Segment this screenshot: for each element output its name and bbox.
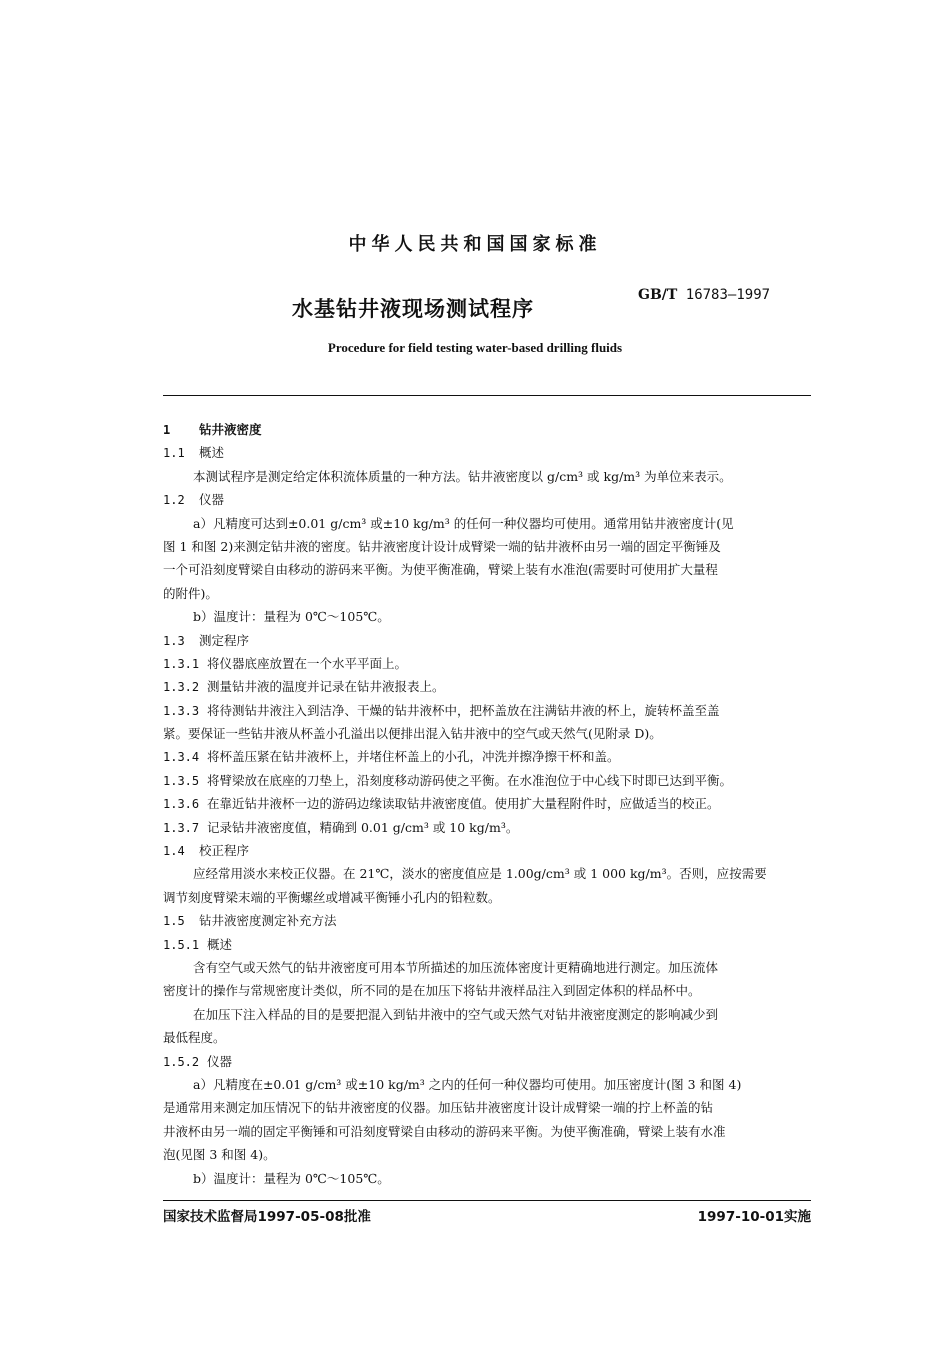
clause-text: 仪器 — [199, 492, 225, 508]
clause-number: 1.5 — [163, 914, 185, 929]
body-paragraph-line: 在加压下注入样品的目的是要把混入到钻井液中的空气或天然气对钻井液密度测定的影响减少到 — [193, 1006, 719, 1022]
body-paragraph-line: b）温度计：量程为 0℃～105℃。 — [193, 1170, 390, 1186]
body-paragraph-line: 本测试程序是测定给定体积流体质量的一种方法。钻井液密度以 g/cm³ 或 kg/m³ 为单位来表示。 — [193, 468, 732, 484]
body-paragraph-line: 泡(见图 3 和图 4)。 — [163, 1147, 276, 1163]
document-body — [163, 418, 811, 1190]
subsection-heading — [163, 909, 811, 932]
body-paragraph-line: a）凡精度在±0.01 g/cm³ 或±10 kg/m³ 之内的任何一种仪器均可使用。加压密度计(图 3 和图 4) — [193, 1076, 742, 1092]
body-paragraph-line: 图 1 和图 2)来测定钻井液的密度。钻井液密度计设计成臂梁一端的钻井液杯由另一端的固定平衡锤及 — [163, 538, 721, 554]
clause-text: 概述 — [207, 936, 233, 952]
clause-text: 校正程序 — [199, 843, 250, 859]
body-paragraph-line: 一个可沿刻度臂梁自由移动的游码来平衡。为使平衡准确，臂梁上装有水准泡(需要时可使用扩大量程 — [163, 562, 718, 578]
clause-text: 将仪器底座放置在一个水平平面上。 — [207, 655, 408, 671]
clause-number: 1.3.7 — [163, 820, 200, 835]
document-title: 水基钻井液现场测试程序 — [292, 297, 534, 321]
clause-line — [163, 699, 811, 722]
clause-number: 1.5.2 — [163, 1054, 200, 1069]
clause-number: 1.3.3 — [163, 703, 200, 718]
subsection-heading — [163, 488, 811, 511]
footer-divider — [163, 1200, 811, 1201]
clause-text: 将待测钻井液注入到洁净、干燥的钻井液杯中，把杯盖放在注满钻井液的杯上，旋转杯盖至盖 — [207, 702, 720, 718]
body-paragraph-line: 应经常用淡水来校正仪器。在 21℃，淡水的密度值应是 1.00g/cm³ 或 1 000 kg/m³。否则，应按需要 — [193, 866, 767, 882]
clause-number: 1 — [163, 423, 171, 437]
clause-text: 记录钻井液密度值，精确到 0.01 g/cm³ 或 10 kg/m³。 — [207, 819, 519, 835]
clause-text: 测量钻井液的温度并记录在钻井液报表上。 — [207, 679, 445, 695]
approval-note: 国家技术监督局1997-05-08批准 — [163, 1209, 371, 1225]
effective-date: 1997-10-01实施 — [697, 1209, 811, 1225]
clause-text: 钻井液密度 — [199, 422, 262, 437]
clause-number: 1.5.1 — [163, 937, 200, 952]
subsection-heading — [163, 839, 811, 862]
body-paragraph-line: 井液杯由另一端的固定平衡锤和可沿刻度臂梁自由移动的游码来平衡。为使平衡准确，臂梁上装有水准 — [163, 1123, 726, 1139]
clause-line — [163, 675, 811, 698]
clause-text: 测定程序 — [199, 632, 250, 648]
clause-number: 1.1 — [163, 446, 185, 461]
body-paragraph-line: 是通常用来测定加压情况下的钻井液密度的仪器。加压钻井液密度计设计成臂梁一端的拧上杯盖的钻 — [163, 1100, 714, 1116]
clause-text: 概述 — [199, 445, 225, 461]
clause-text: 将杯盖压紧在钻井液杯上，并堵住杯盖上的小孔，冲洗并擦净擦干杯和盖。 — [207, 749, 620, 765]
clause-number: 1.3.1 — [163, 656, 200, 671]
clause-line — [163, 933, 811, 956]
document-title-en: Procedure for field testing water-based drilling fluids — [327, 340, 623, 355]
standard-body-title: 中华人民共和国国家标准 — [348, 234, 602, 255]
standard-code-prefix: GB/T — [638, 287, 678, 303]
body-paragraph-line: a）凡精度可达到±0.01 g/cm³ 或±10 kg/m³ 的任何一种仪器均可使用。通常用钻井液密度计(见 — [193, 515, 734, 531]
body-paragraph-line: 含有空气或天然气的钻井液密度可用本节所描述的加压流体密度计更精确地进行测定。加压流体 — [193, 959, 719, 975]
standard-code — [638, 287, 770, 303]
clause-text: 将臂梁放在底座的刀垫上，沿刻度移动游码使之平衡。在水准泡位于中心线下时即已达到平衡。 — [207, 772, 733, 788]
clause-text: 钻井液密度测定补充方法 — [199, 913, 337, 929]
clause-text: 仪器 — [207, 1053, 233, 1069]
body-paragraph-line: 密度计的操作与常规密度计类似，所不同的是在加压下将钻井液样品注入到固定体积的样品杯中。 — [163, 983, 701, 999]
clause-number: 1.3.4 — [163, 750, 200, 765]
clause-line — [163, 745, 811, 768]
clause-number: 1.3.6 — [163, 797, 200, 812]
header-divider — [163, 395, 811, 396]
clause-line — [163, 816, 811, 839]
body-paragraph-line: 调节刻度臂梁末端的平衡螺丝或增减平衡锤小孔内的铅粒数。 — [163, 889, 501, 905]
clause-number: 1.2 — [163, 493, 185, 508]
clause-text: 在靠近钻井液杯一边的游码边缘读取钻井液密度值。使用扩大量程附件时，应做适当的校正。 — [207, 796, 720, 812]
clause-line — [163, 792, 811, 815]
clause-number: 1.3.2 — [163, 680, 200, 695]
body-paragraph-line: 紧。要保证一些钻井液从杯盖小孔溢出以便排出混入钻井液中的空气或天然气(见附录 D)。 — [163, 726, 662, 742]
subsection-heading — [163, 629, 811, 652]
clause-number: 1.3.5 — [163, 773, 200, 788]
clause-line — [163, 769, 811, 792]
clause-line — [163, 652, 811, 675]
body-paragraph-line: b）温度计：量程为 0℃～105℃。 — [193, 609, 390, 625]
clause-line — [163, 1050, 811, 1073]
section-heading — [163, 418, 811, 441]
body-paragraph-line: 最低程度。 — [163, 1030, 226, 1046]
body-paragraph-line: 的附件)。 — [163, 585, 218, 601]
clause-number: 1.3 — [163, 633, 185, 648]
standard-code-number: 16783—1997 — [685, 287, 771, 303]
clause-number: 1.4 — [163, 844, 185, 859]
subsection-heading — [163, 441, 811, 464]
